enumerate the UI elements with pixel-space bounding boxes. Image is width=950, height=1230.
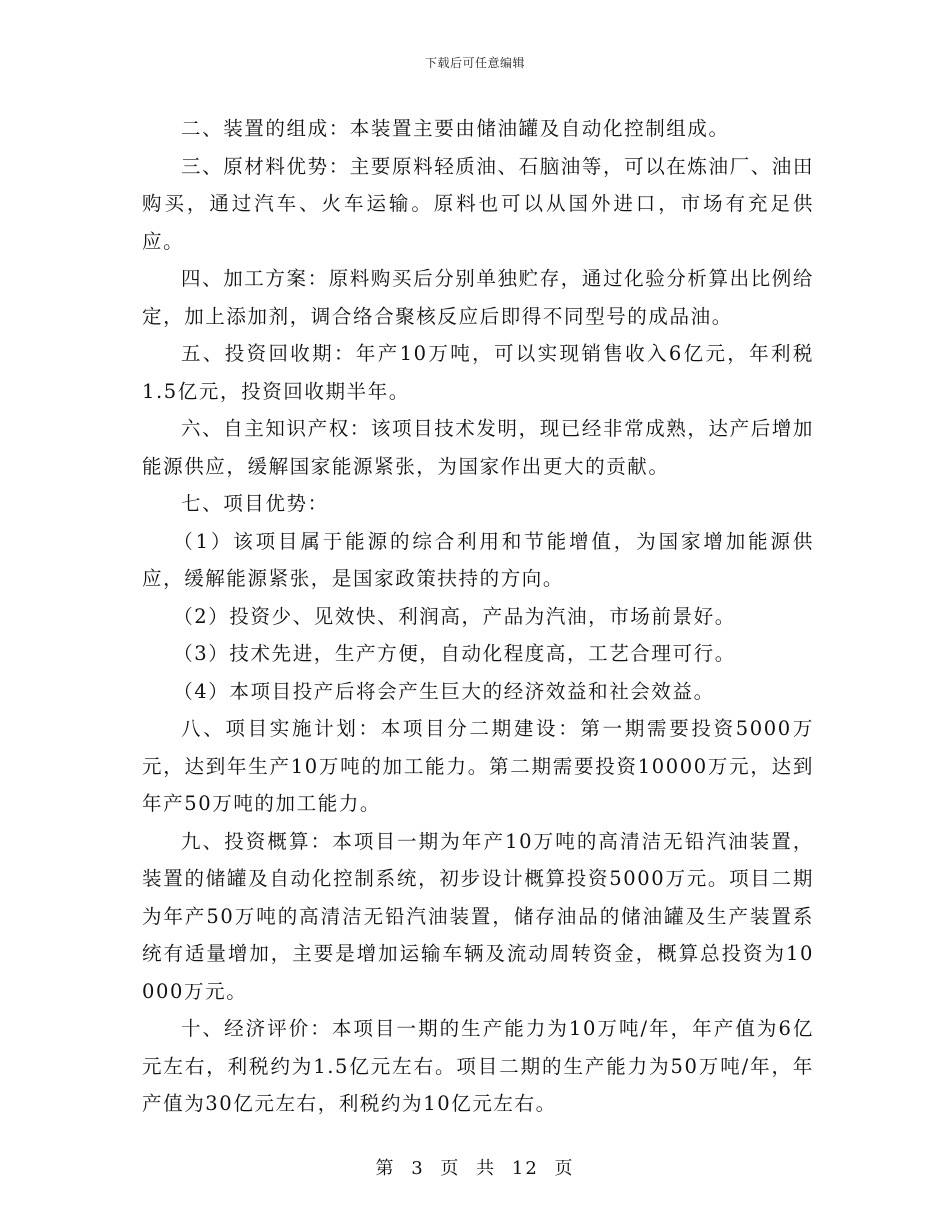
footer-page-unit: 页 (440, 1158, 461, 1179)
footer-prefix: 第 (375, 1158, 396, 1179)
advantage-item-4: （4）本项目投产后将会产生巨大的经济效益和社会效益。 (173, 679, 715, 703)
paragraph-economic-evaluation: 十、经济评价：本项目一期的生产能力为10万吨/年，年产值为6亿元左右，利税约为1.5亿元左右。项目二期的生产能力为50万吨/年，年产值为30亿元左右，利税约为10亿元左右。 (142, 1017, 814, 1115)
document-body (142, 110, 814, 1123)
advantage-item-2: （2）投资少、见效快、利润高，产品为汽油，市场前景好。 (173, 604, 736, 628)
paragraph-implementation-plan: 八、项目实施计划：本项目分二期建设：第一期需要投资5000万元，达到年生产10万吨的加工能力。第二期需要投资10000万元，达到年产50万吨的加工能力。 (142, 717, 814, 815)
page-footer (0, 1154, 950, 1180)
page-number: 3 (411, 1158, 425, 1179)
paragraph-advantages-heading: 七、项目优势： (181, 492, 329, 515)
paragraph-raw-material: 三、原材料优势：主要原料轻质油、石脑油等，可以在炼油厂、油田购买，通过汽车、火车运输。原料也可以从国外进口，市场有充足供应。 (142, 154, 815, 253)
advantage-item-1: （1）该项目属于能源的综合利用和节能增值，为国家增加能源供应，缓解能源紧张，是国家政策扶持的方向。 (142, 529, 814, 590)
paragraph-composition: 二、装置的组成：本装置主要由储油罐及自动化控制组成。 (181, 117, 730, 140)
total-pages: 12 (511, 1158, 539, 1179)
paragraph-payback-period: 五、投资回收期：年产10万吨，可以实现销售收入6亿元，年利税1.5亿元，投资回收期半年。 (142, 342, 814, 403)
paragraph-investment-estimate: 九、投资概算：本项目一期为年产10万吨的高清洁无铅汽油装置，装置的储罐及自动化控制系统，初步设计概算投资5000万元。项目二期为年产50万吨的高清洁无铅汽油装置，储存油品的储油罐及生产装置系统有适量增加，主要是增加运输车辆及流动周转资金，概算总投资为10000万元。 (142, 829, 814, 1003)
advantage-item-3: （3）技术先进，生产方便，自动化程度高，工艺合理可行。 (173, 642, 736, 665)
page-header: 下载后可任意编辑 (424, 56, 525, 70)
paragraph-intellectual-property: 六、自主知识产权：该项目技术发明，现已经非常成熟，达产后增加能源供应，缓解国家能源紧张，为国家作出更大的贡献。 (142, 417, 815, 478)
footer-total-label: 共 (476, 1158, 497, 1179)
footer-total-unit: 页 (554, 1158, 575, 1179)
paragraph-processing-plan: 四、加工方案：原料购买后分别单独贮存，通过化验分析算出比例给定，加上添加剂，调合络合聚核反应后即得不同型号的成品油。 (142, 267, 815, 328)
